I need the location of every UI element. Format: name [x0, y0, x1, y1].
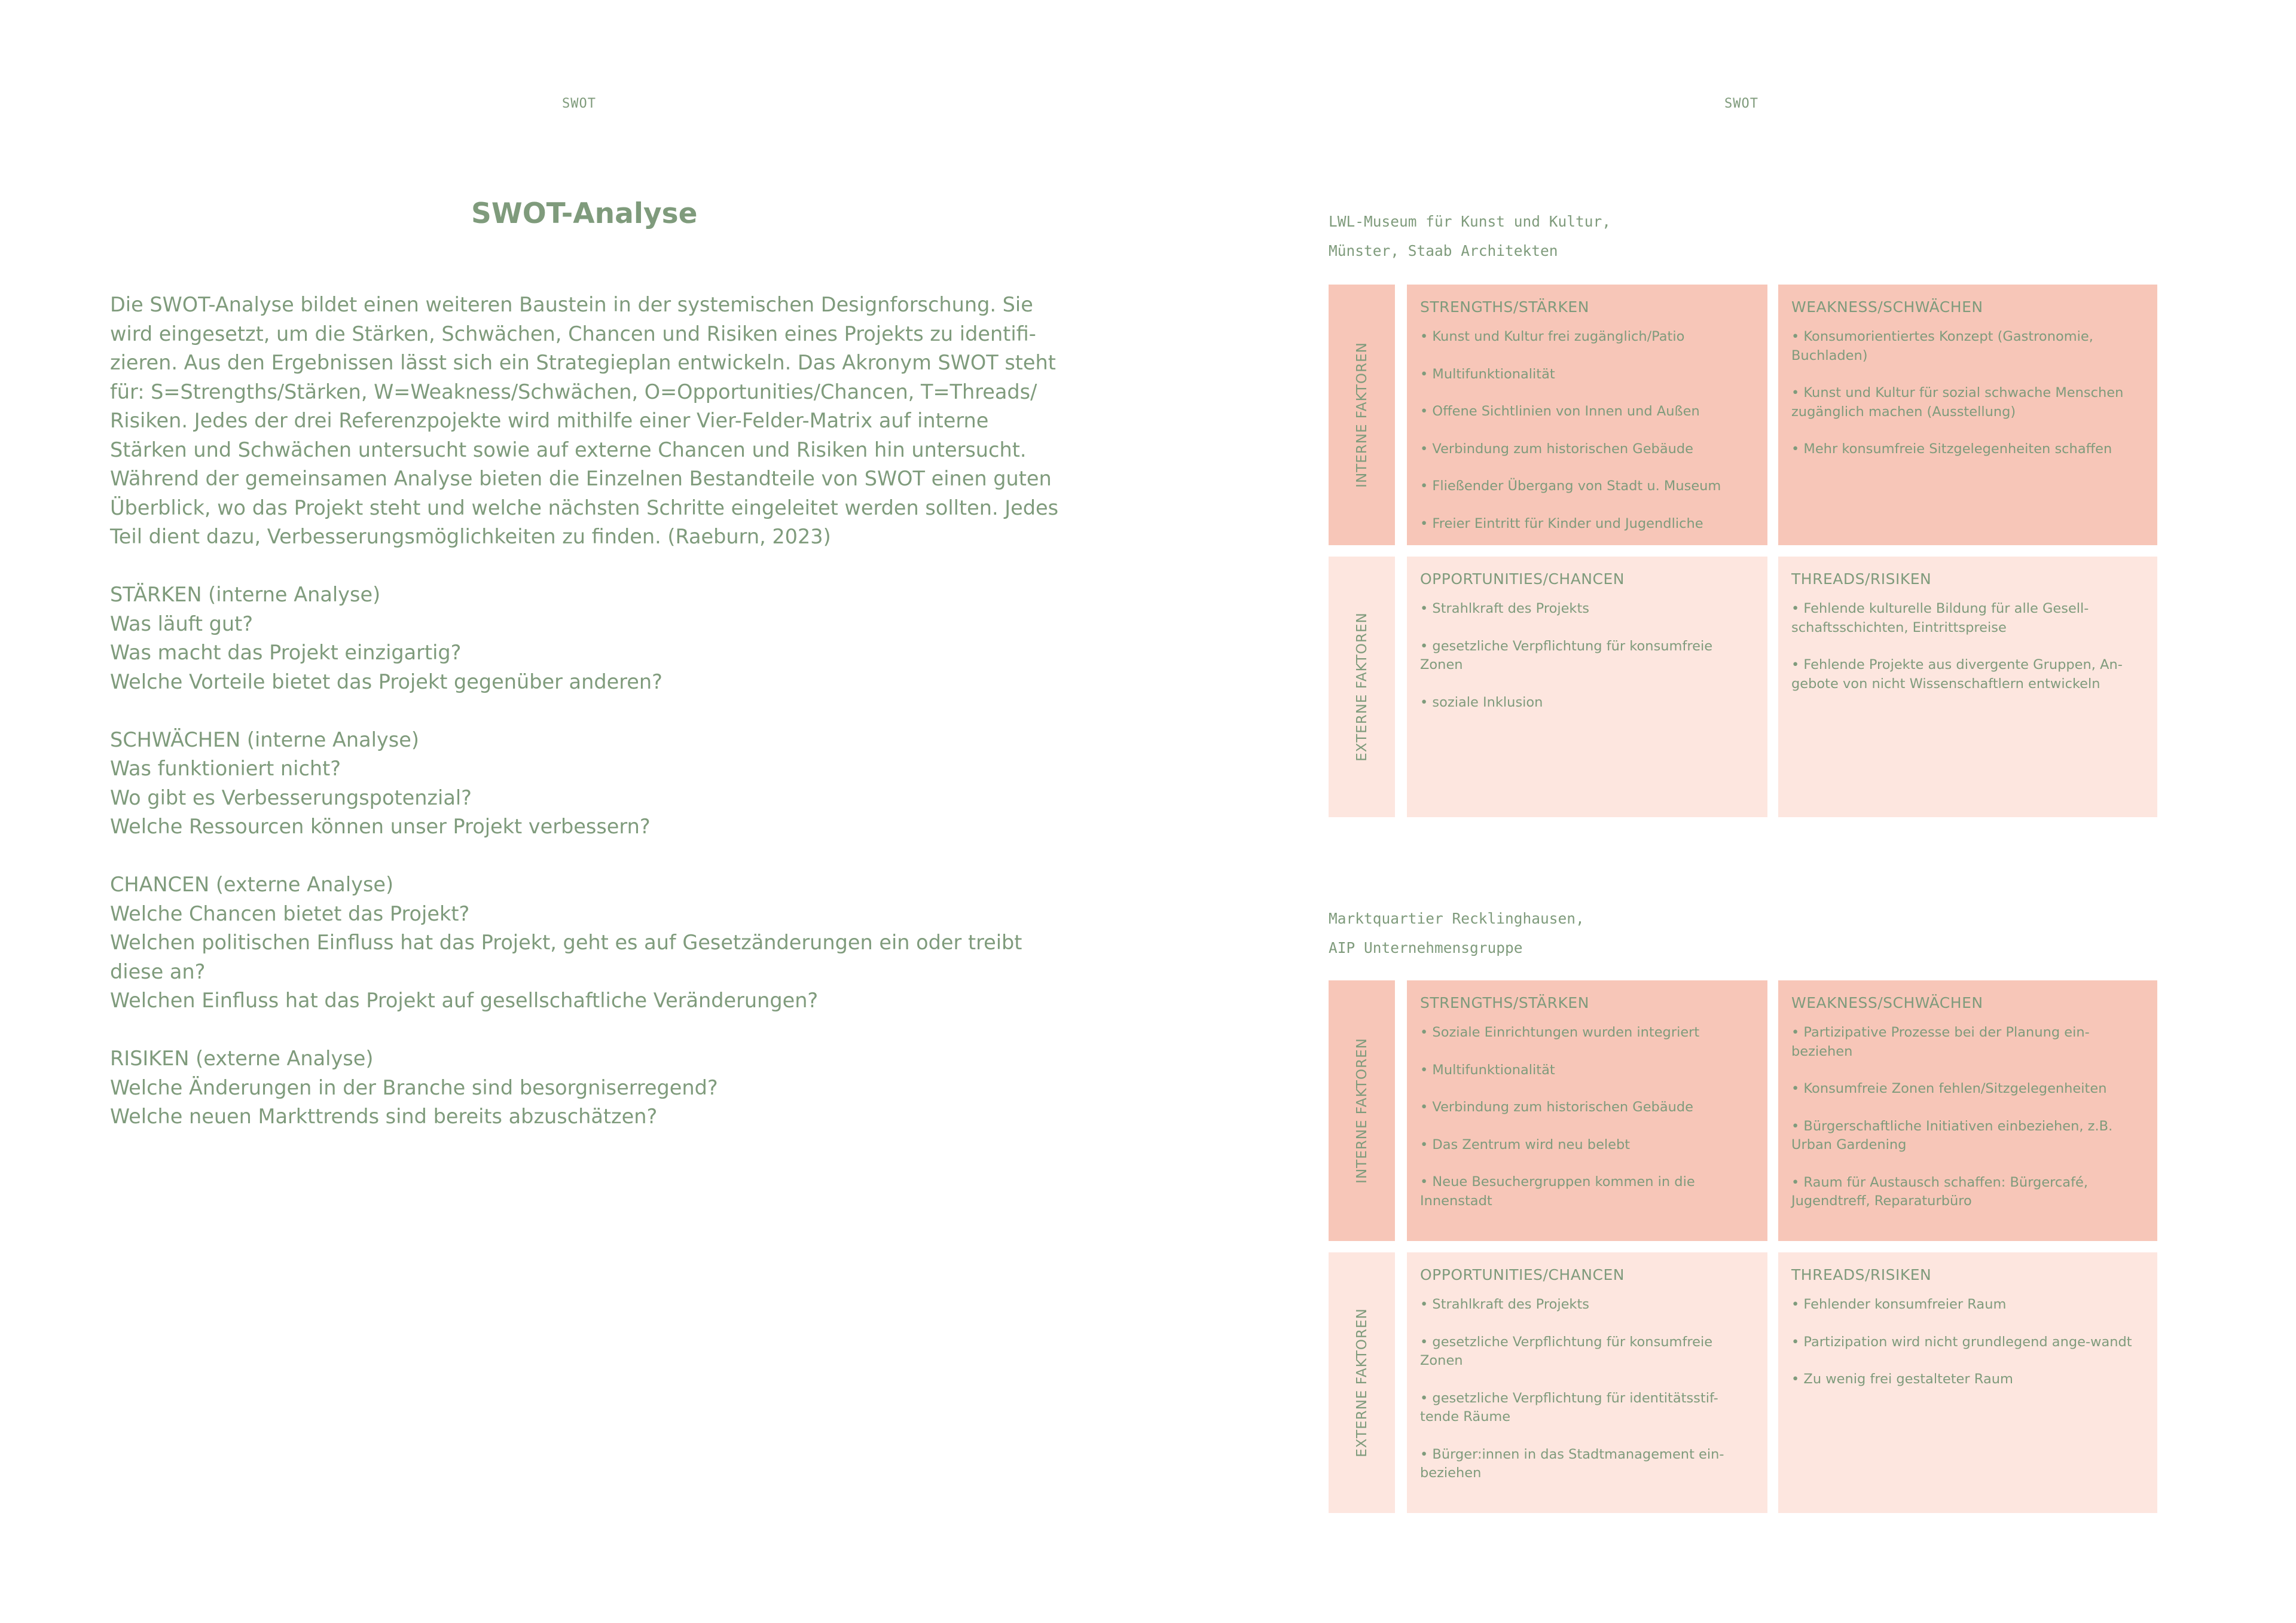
cell-item: • soziale Inklusion [1420, 694, 1543, 710]
cell-item: • Partizipative Prozesse bei der Planung ein-beziehen [1791, 1025, 2090, 1059]
cell-item: • Kunst und Kultur frei zugänglich/Patio [1420, 329, 1685, 344]
opportunities-cell [1407, 557, 1767, 817]
body-text [110, 291, 1067, 1160]
cell-item: • Fehlender konsumfreier Raum [1791, 1297, 2007, 1312]
section-line: Welche Änderungen in der Branche sind besorgniserregend? [110, 1075, 718, 1099]
intro-line: wird eingesetzt, um die Stärken, Schwächen, Chancen und Risiken eines Projekts zu identifi- [110, 322, 1036, 346]
intro-line: Die SWOT-Analyse bildet einen weiteren Baustein in der systemischen Designforschung. Sie [110, 293, 1033, 316]
cell-item: • Fehlende kulturelle Bildung für alle Gesell-schaftsschichten, Eintrittspreise [1791, 601, 2089, 635]
section-weaknesses [110, 726, 1067, 842]
cell-item: • Mehr konsumfreie Sitzgelegenheiten schaffen [1791, 441, 2112, 457]
cell-title: OPPORTUNITIES/CHANCEN [1420, 1266, 1625, 1283]
section-line: Welchen Einfluss hat das Projekt auf gesellschaftliche Veränderungen? [110, 989, 819, 1012]
threads-cell [1778, 557, 2157, 817]
side-internal [1329, 980, 1395, 1241]
cell-title: OPPORTUNITIES/CHANCEN [1420, 570, 1625, 588]
opportunities-cell [1407, 1252, 1767, 1513]
project-label-lwl [1329, 207, 1611, 265]
cell-list [1420, 1295, 1754, 1483]
cell-item: • gesetzliche Verpflichtung für konsumfreie Zonen [1420, 638, 1713, 673]
cell-item: • Konsumorientiertes Konzept (Gastronomie, Buchladen) [1791, 329, 2093, 363]
cell-item: • gesetzliche Verpflichtung für konsumfreie Zonen [1420, 1334, 1713, 1368]
running-head-right: SWOT [1724, 96, 1758, 111]
strengths-cell [1407, 980, 1767, 1241]
side-internal-label: INTERNE FAKTOREN [1354, 342, 1370, 488]
intro-line: Überblick, wo das Projekt steht und welche nächsten Schritte eingeleitet werden sollten. Jedes [110, 496, 1059, 519]
section-line: Was funktioniert nicht? [110, 757, 341, 780]
cell-list [1791, 1023, 2144, 1211]
project-label-line: Marktquartier Recklinghausen, [1329, 910, 1584, 927]
section-line: Welche Vorteile bietet das Projekt gegenüber anderen? [110, 670, 662, 693]
section-risks [110, 1044, 1067, 1132]
intro-line: Risiken. Jedes der drei Referenzpojekte wird mithilfe einer Vier-Felder-Matrix auf interne [110, 409, 989, 432]
intro-line: Während der gemeinsamen Analyse bieten die Einzelnen Bestandteile von SWOT einen guten [110, 467, 1052, 490]
cell-title: STRENGTHS/STÄRKEN [1420, 994, 1589, 1011]
section-heading: CHANCEN (externe Analyse) [110, 873, 394, 896]
threads-cell [1778, 1252, 2157, 1513]
running-head-left: SWOT [562, 96, 596, 111]
section-heading: STÄRKEN (interne Analyse) [110, 583, 381, 606]
cell-item: • Kunst und Kultur für sozial schwache Menschen zugänglich machen (Ausstellung) [1791, 385, 2124, 420]
cell-item: • Partizipation wird nicht grundlegend ange-wandt [1791, 1334, 2132, 1350]
project-label-line: LWL-Museum für Kunst und Kultur, [1329, 213, 1611, 230]
cell-list [1420, 328, 1754, 533]
section-strengths [110, 580, 1067, 696]
section-line: Was macht das Projekt einzigartig? [110, 641, 462, 664]
side-internal-label: INTERNE FAKTOREN [1354, 1038, 1370, 1184]
side-external-label: EXTERNE FAKTOREN [1354, 612, 1370, 762]
cell-item: • Verbindung zum historischen Gebäude [1420, 1099, 1693, 1115]
cell-item: • Multifunktionalität [1420, 1062, 1555, 1078]
cell-list [1420, 1023, 1754, 1211]
cell-item: • Bürgerschaftliche Initiativen einbeziehen, z.B. Urban Gardening [1791, 1118, 2113, 1153]
cell-title: THREADS/RISIKEN [1791, 1266, 1932, 1283]
section-chances [110, 870, 1067, 1016]
cell-list [1420, 600, 1754, 712]
section-line: Was läuft gut? [110, 612, 254, 635]
cell-item: • Freier Eintritt für Kinder und Jugendliche [1420, 515, 1703, 531]
cell-item: • Strahlkraft des Projekts [1420, 601, 1590, 616]
cell-item: • Neue Besuchergruppen kommen in die Innenstadt [1420, 1174, 1695, 1209]
side-external [1329, 557, 1395, 817]
section-line: Welchen politischen Einfluss hat das Projekt, geht es auf Gesetzänderungen ein oder treibt [110, 931, 1022, 954]
intro-line: für: S=Strengths/Stärken, W=Weakness/Schwächen, O=Opportunities/Chancen, T=Threads/ [110, 380, 1037, 404]
section-line: Welche Chancen bietet das Projekt? [110, 901, 470, 925]
cell-item: • Zu wenig frei gestalteter Raum [1791, 1371, 2013, 1387]
cell-item: • gesetzliche Verpflichtung für identitätsstif-tende Räume [1420, 1390, 1718, 1425]
section-heading: RISIKEN (externe Analyse) [110, 1047, 374, 1070]
section-line: Wo gibt es Verbesserungspotenzial? [110, 785, 472, 809]
project-label-line: AIP Unternehmensgruppe [1329, 939, 1523, 956]
intro-line: Stärken und Schwächen untersucht sowie auf externe Chancen und Risiken hin untersucht. [110, 438, 1027, 461]
side-external-label: EXTERNE FAKTOREN [1354, 1308, 1370, 1457]
cell-item: • Verbindung zum historischen Gebäude [1420, 441, 1693, 457]
intro-paragraph [110, 291, 1067, 552]
section-heading: SCHWÄCHEN (interne Analyse) [110, 728, 419, 751]
cell-item: • Offene Sichtlinien von Innen und Außen [1420, 404, 1700, 419]
strengths-cell [1407, 285, 1767, 545]
cell-item: • Konsumfreie Zonen fehlen/Sitzgelegenheiten [1791, 1081, 2107, 1096]
cell-title: WEAKNESS/SCHWÄCHEN [1791, 994, 1983, 1011]
page-title: SWOT-Analyse [471, 197, 698, 230]
cell-title: STRENGTHS/STÄRKEN [1420, 298, 1589, 316]
project-label-line: Münster, Staab Architekten [1329, 242, 1558, 259]
intro-line: Teil dient dazu, Verbesserungsmöglichkeiten zu finden. (Raeburn, 2023) [110, 525, 831, 548]
weakness-cell [1778, 285, 2157, 545]
cell-item: • Raum für Austausch schaffen: Bürgercafé, Jugendtreff, Reparaturbüro [1791, 1174, 2088, 1209]
section-line: Welche neuen Markttrends sind bereits abzuschätzen? [110, 1105, 658, 1128]
cell-title: THREADS/RISIKEN [1791, 570, 1932, 588]
intro-line: zieren. Aus den Ergebnissen lässt sich ein Strategieplan entwickeln. Das Akronym SWOT steht [110, 351, 1056, 374]
weakness-cell [1778, 980, 2157, 1241]
cell-item: • Bürger:innen in das Stadtmanagement ein-beziehen [1420, 1446, 1724, 1481]
side-external [1329, 1252, 1395, 1513]
cell-item: • Fließender Übergang von Stadt u. Museum [1420, 478, 1721, 494]
section-line: Welche Ressourcen können unser Projekt verbessern? [110, 815, 651, 838]
section-line: diese an? [110, 959, 206, 983]
cell-list [1791, 1295, 2144, 1389]
cell-item: • Multifunktionalität [1420, 366, 1555, 382]
cell-item: • Fehlende Projekte aus divergente Gruppen, An-gebote von nicht Wissenschaftlern entwickeln [1791, 657, 2123, 692]
cell-title: WEAKNESS/SCHWÄCHEN [1791, 298, 1983, 316]
cell-item: • Strahlkraft des Projekts [1420, 1297, 1590, 1312]
cell-item: • Das Zentrum wird neu belebt [1420, 1136, 1631, 1153]
project-label-marktquartier [1329, 904, 1584, 962]
cell-list [1791, 328, 2144, 459]
cell-item: • Soziale Einrichtungen wurden integriert [1420, 1025, 1700, 1040]
side-internal [1329, 285, 1395, 545]
cell-list [1791, 600, 2144, 693]
